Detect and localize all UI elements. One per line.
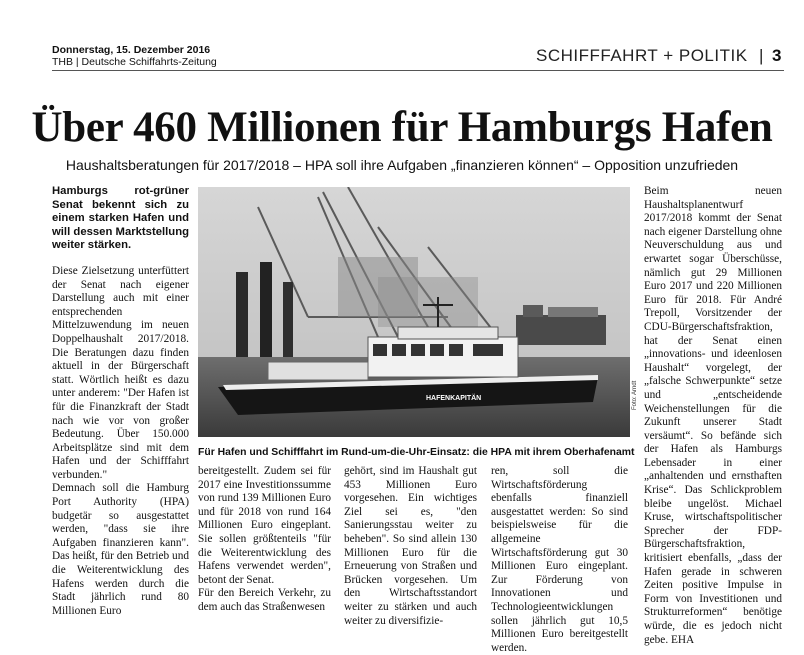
header-paper-name: THB | Deutsche Schiffahrts-Zeitung: [52, 56, 217, 68]
column-4-paragraph-1: ren, soll die Wirtschaftsförderung ebenfalls finanziell ausgestattet werden: So sind beispielsweise für die allgemeine Wirtschaftsförderung gut 30 Millionen Euro eingeplant. Zur Förderung von Innovationen und Technologieentwicklungen sollen jährlich gut 10,5 Millionen Euro bereitgestellt werden.: [491, 465, 628, 654]
column-4: [491, 465, 628, 655]
column-5: [644, 185, 782, 647]
column-3-paragraph-1: gehört, sind im Haushalt gut 453 Millionen Euro vorgesehen. Ein wichtiges Ziel sei es, "den Sanierungsstau weiter zu beheben". So sind allein 130 Millionen Euro für die Erneuerung von Straßen und Brücken vorgesehen. Um den Wirtschaftsstandort weiter zu stärken und auch weiter zu diversifizie-: [344, 465, 477, 627]
header-date: Donnerstag, 15. Dezember 2016: [52, 44, 211, 56]
column-2-paragraph-1: bereitgestellt. Zudem sei für 2017 eine Investitionssumme von rund 139 Millionen Euro und für 2018 von rund 164 Millionen Euro eingeplant. Sie sollen größtenteils "für die Weiterentwicklung des Hafens verwendet werden", betont der Senat.: [198, 465, 331, 586]
photo-caption: Für Hafen und Schifffahrt im Rund-um-die-Uhr-Einsatz: die HPA mit ihrem Oberhafenamt: [198, 447, 635, 458]
column-5-paragraph-1: Beim neuen Haushaltsplanentwurf 2017/2018 kommt der Senat nach eigener Darstellung ohne Neuverschuldung aus und erwartet sogar Überschüsse, nämlich gut 29 Millionen Euro 2017 und 220 Millionen Euro für 2018. Für André Trepoll, Vorsitzender der CDU-Bürgerschaftsfraktion, hat der Senat einen „innovations- und ideenlosen Haushalt“ vorgelegt, der „falsche Schwerpunkte“ setze und „entscheidende Weichenstellungen für die Zukunft unserer Stadt versäumt“. So befände sich der Hafen als Hamburgs Lebensader in einer „anhaltenden und ernsthaften Krise“. Das Schlickproblem bleibe ungelöst. Michael Kruse, wirtschaftspolitischer Sprecher der FDP-Bürgerschaftsfraktion, kritisiert ebenfalls, „dass der Hafen gerade in schweren Zeiten positive Impulse in Form von Investitionen und Strukturreformen“ benötige würde, die es jedoch nicht gebe. EHA: [644, 185, 782, 646]
photo-credit: Foto: Arndt: [632, 380, 638, 410]
header-section: SCHIFFFAHRT + POLITIK: [536, 46, 748, 65]
column-1-paragraph-2: Demnach soll die Hamburg Port Authority (HPA) budgetär so ausgestattet werden, "dass sie ihre Aufgaben finanzieren kann". Das heißt, für den Betrieb und die Weiterentwicklung des Hafens werden durch die Stadt jährlich rund 80 Millionen Euro: [52, 482, 189, 617]
lead-paragraph: Hamburgs rot-grüner Senat bekennt sich zu einem starken Hafen und will dessen Marktstellung weiter stärken.: [52, 185, 189, 252]
column-1-paragraph-1: Diese Zielsetzung unterfüttert der Senat nach eigener Darstellung auch mit einer entsprechenden Mittelzuwendung im neuen Doppelhaushalt 2017/2018. Die Beratungen dazu finden aktuell in der Bürgerschaft statt. Wörtlich heißt es dazu unter anderem: "Der Hafen ist für die Finanzkraft der Stadt nach wie vor von großer Bedeutung. Über 150.000 Arbeitsplätze sind mit dem Hafen und der Schifffahrt verbunden.": [52, 264, 189, 481]
header-page-number: 3: [772, 46, 782, 65]
boat-name-text: HAFENKAPITÄN: [426, 395, 482, 402]
harbor-photo: [198, 187, 630, 437]
harbor-boat-illustration: [198, 187, 630, 437]
column-1: [52, 185, 189, 618]
column-3: [344, 465, 477, 628]
header-rule: [52, 70, 784, 71]
column-2: [198, 465, 331, 615]
column-2-paragraph-2: Für den Bereich Verkehr, zu dem auch das Straßenwesen: [198, 587, 331, 613]
subheadline: Haushaltsberatungen für 2017/2018 – HPA soll ihre Aufgaben „finanzieren können“ – Opposition unzufrieden: [65, 157, 739, 173]
header-separator: |: [759, 46, 764, 65]
headline: Über 460 Millionen für Hamburgs Hafen: [31, 104, 773, 151]
